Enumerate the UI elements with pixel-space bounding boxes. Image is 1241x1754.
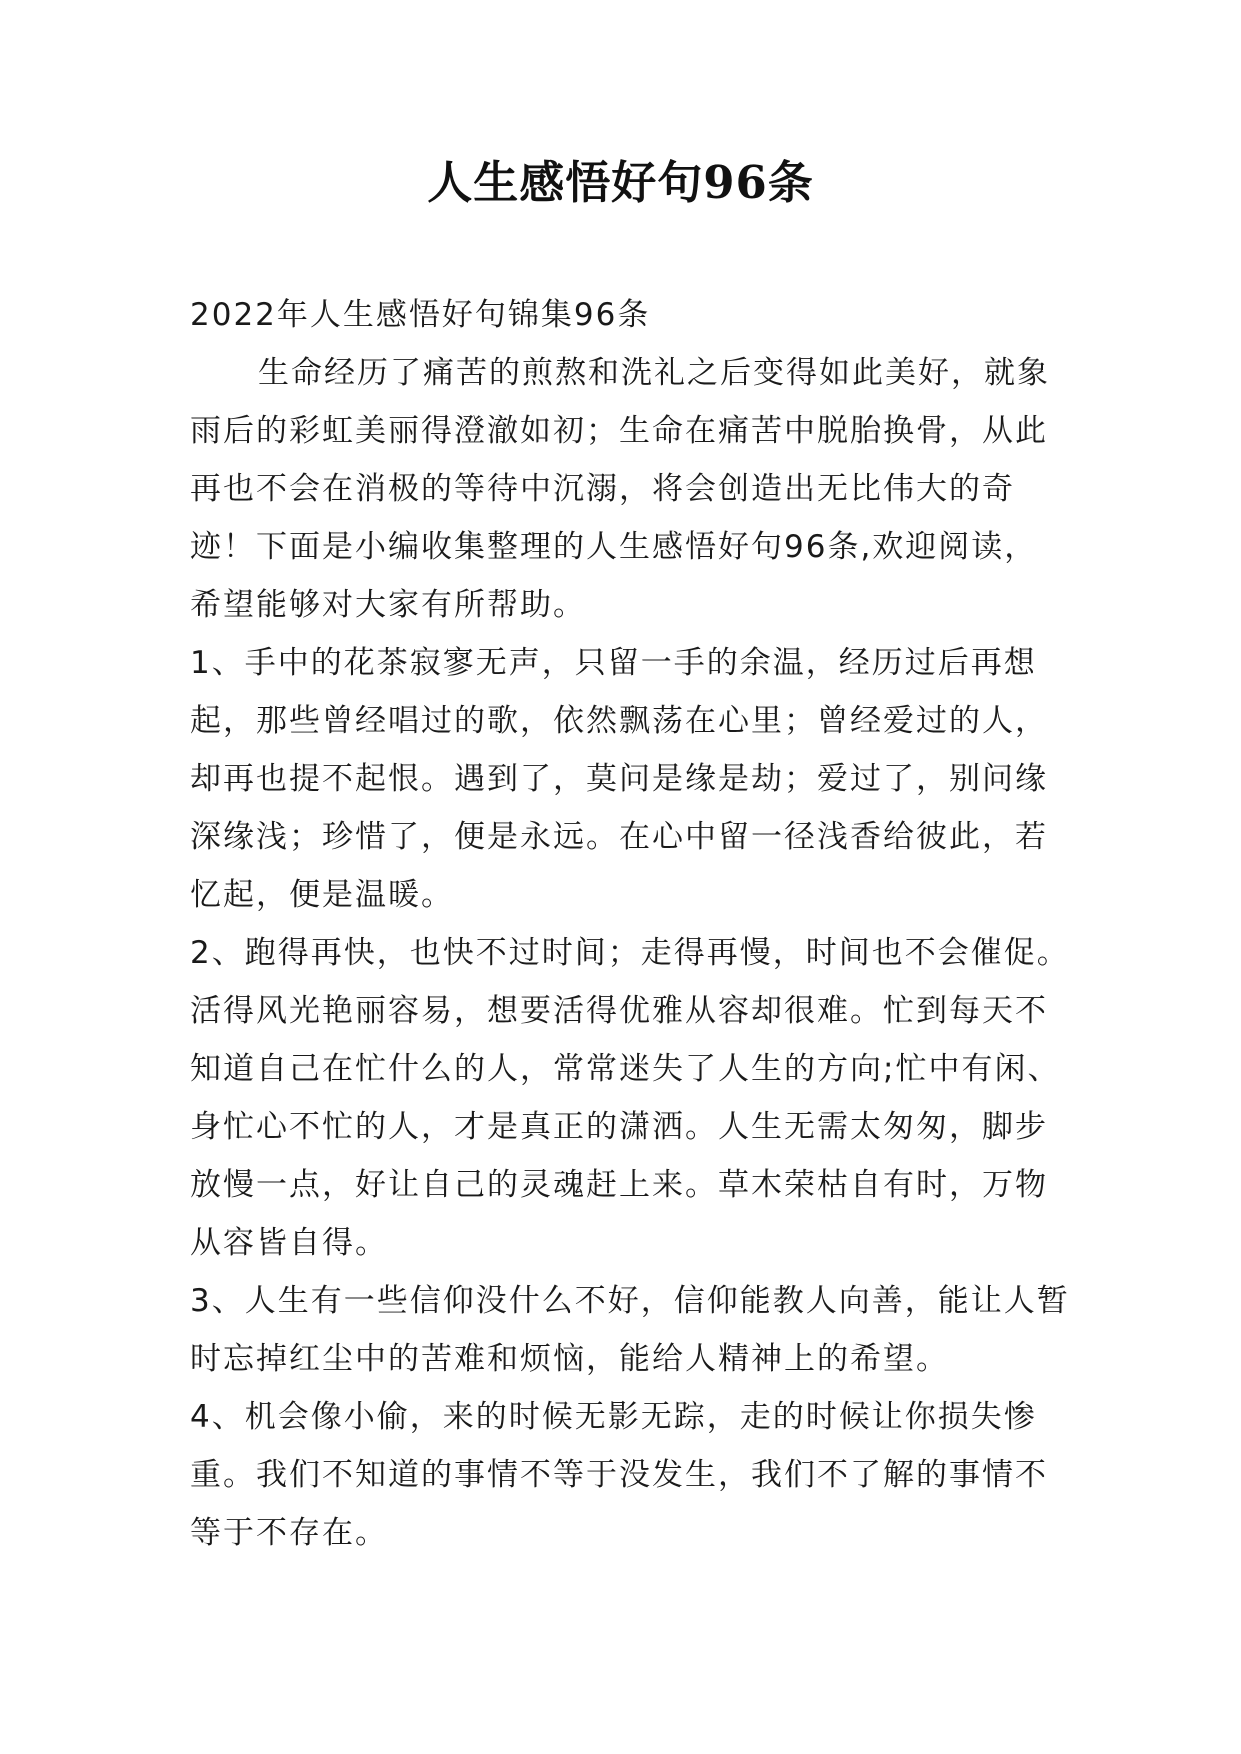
intro-paragraph: 生命经历了痛苦的煎熬和洗礼之后变得如此美好，就象雨后的彩虹美丽得澄澈如初；生命在痛苦中脱胎换骨，从此再也不会在消极的等待中沉溺，将会创造出无比伟大的奇迹！下面是小编收集整理的人生感悟好句96条,欢迎阅读，希望能够对大家有所帮助。 — [190, 355, 1050, 623]
list-item: 3、人生有一些信仰没什么不好，信仰能教人向善，能让人暂时忘掉红尘中的苦难和烦恼，能给人精神上的希望。 — [190, 1283, 1070, 1377]
document-body — [190, 286, 1070, 1562]
document-subtitle: 2022年人生感悟好句锦集96条 — [190, 297, 651, 333]
list-item: 1、手中的花茶寂寥无声，只留一手的余温，经历过后再想起，那些曾经唱过的歌，依然飘荡在心里；曾经爱过的人，却再也提不起恨。遇到了，莫问是缘是劫；爱过了，别问缘深缘浅；珍惜了，便是永远。在心中留一径浅香给彼此，若忆起，便是温暖。 — [190, 645, 1048, 913]
list-item: 4、机会像小偷，来的时候无影无踪，走的时候让你损失惨重。我们不知道的事情不等于没发生，我们不了解的事情不等于不存在。 — [190, 1399, 1048, 1551]
list-item: 2、跑得再快，也快不过时间；走得再慢，时间也不会催促。活得风光艳丽容易，想要活得优雅从容却很难。忙到每天不知道自己在忙什么的人，常常迷失了人生的方向;忙中有闲、身忙心不忙的人，才是真正的潇洒。人生无需太匆匆，脚步放慢一点，好让自己的灵魂赶上来。草木荣枯自有时，万物从容皆自得。 — [190, 935, 1070, 1261]
document-title: 人生感悟好句96条 — [427, 156, 814, 209]
